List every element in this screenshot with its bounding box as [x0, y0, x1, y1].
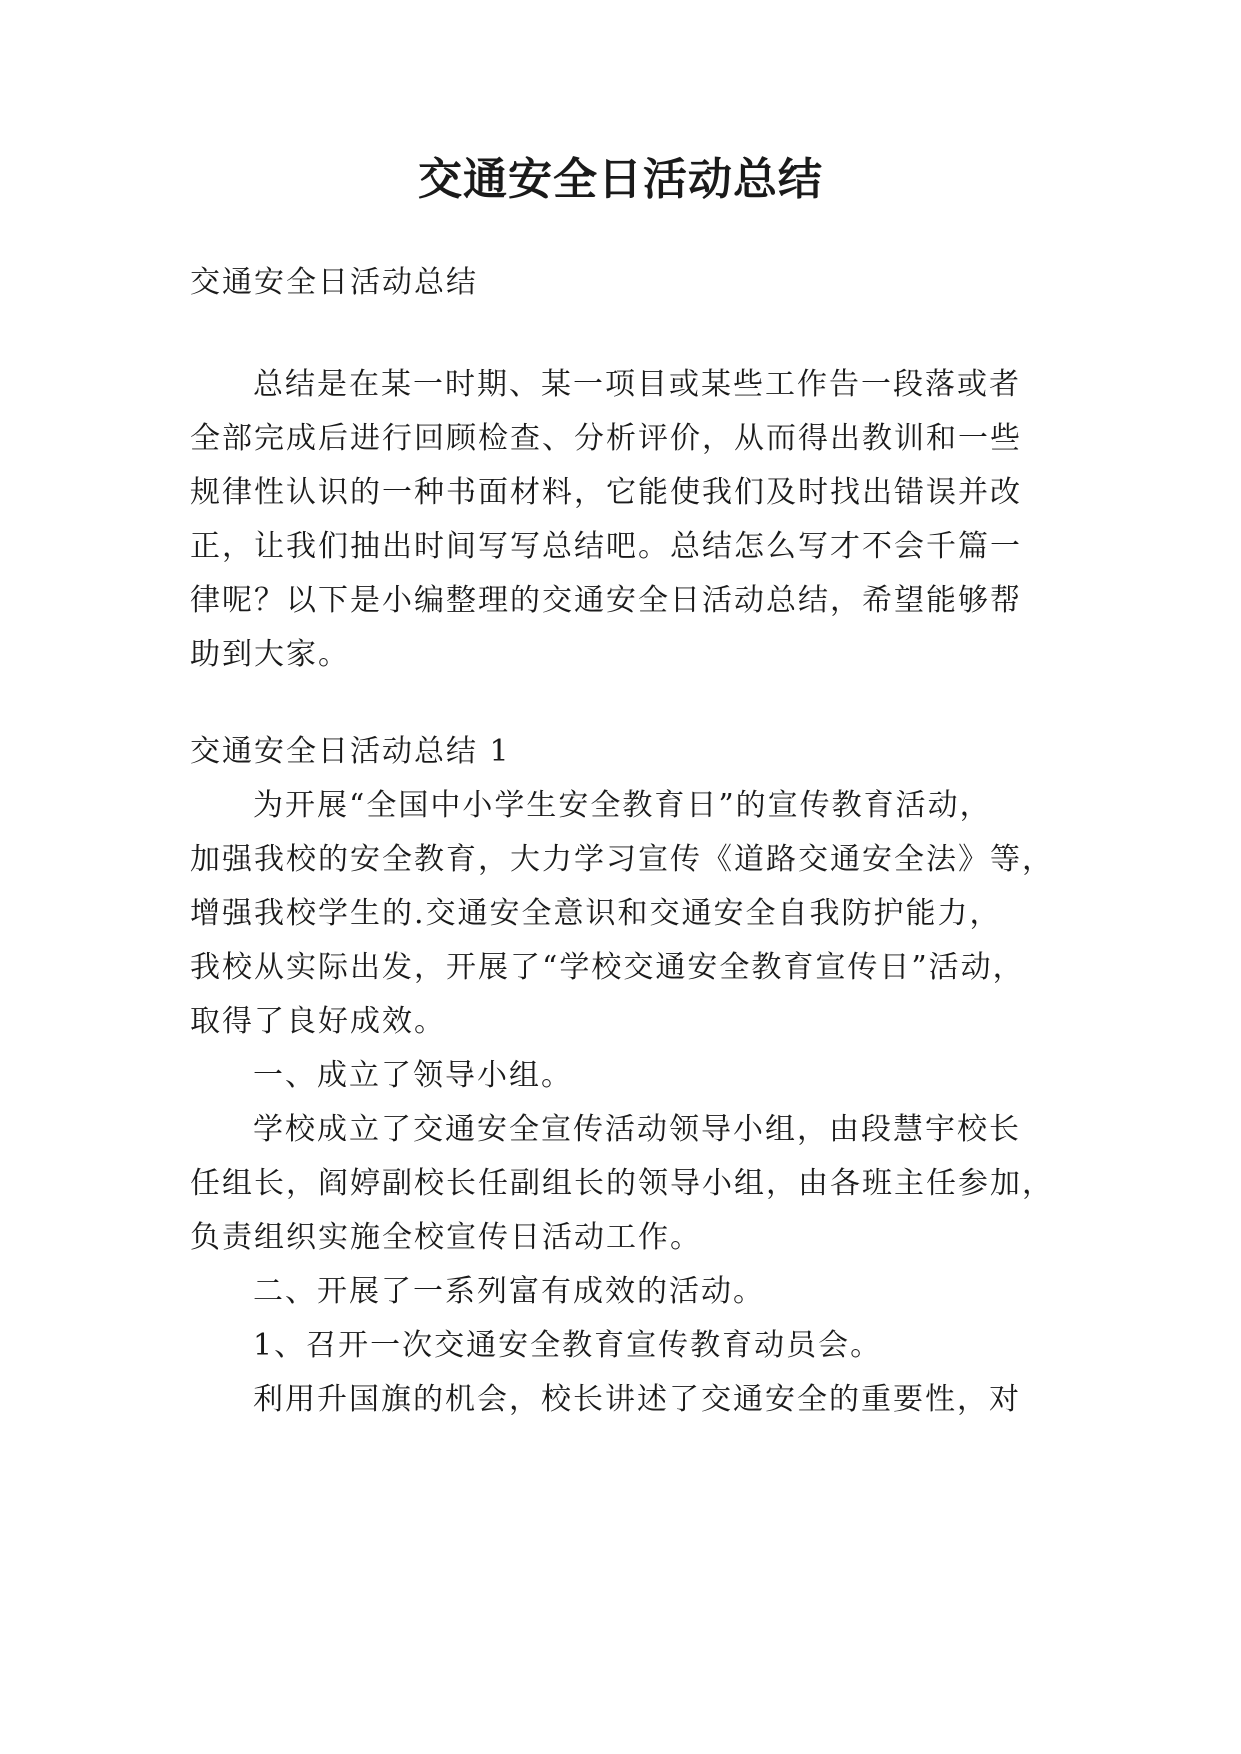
subpoint-line: 利用升国旗的机会，校长讲述了交通安全的重要性，对: [253, 1382, 1021, 1417]
document-subtitle: 交通安全日活动总结: [190, 265, 478, 300]
intro-line: 正，让我们抽出时间写写总结吧。总结怎么写才不会千篇一: [190, 529, 1022, 564]
section-line: 增强我校学生的.交通安全意识和交通安全自我防护能力，: [190, 896, 1002, 931]
intro-line: 全部完成后进行回顾检查、分析评价，从而得出教训和一些: [190, 421, 1022, 456]
point-line: 学校成立了交通安全宣传活动领导小组，由段慧宇校长: [253, 1112, 1021, 1147]
intro-line: 总结是在某一时期、某一项目或某些工作告一段落或者: [253, 367, 1021, 402]
section-heading: 交通安全日活动总结 1: [190, 734, 511, 769]
document-title: 交通安全日活动总结: [418, 154, 823, 205]
point-line: 任组长，阎婷副校长任副组长的领导小组，由各班主任参加，: [190, 1166, 1054, 1201]
section-line: 为开展“全国中小学生安全教育日”的宣传教育活动，: [253, 788, 992, 823]
point-heading: 一、成立了领导小组。: [253, 1058, 573, 1093]
subpoint-heading: 1、召开一次交通安全教育宣传教育动员会。: [253, 1328, 883, 1363]
intro-line: 规律性认识的一种书面材料，它能使我们及时找出错误并改: [190, 475, 1022, 510]
section-line: 取得了良好成效。: [190, 1004, 446, 1039]
section-line: 我校从实际出发，开展了“学校交通安全教育宣传日”活动，: [190, 950, 1025, 985]
intro-line: 律呢？以下是小编整理的交通安全日活动总结，希望能够帮: [190, 583, 1022, 618]
intro-line: 助到大家。: [190, 637, 350, 672]
point-heading: 二、开展了一系列富有成效的活动。: [253, 1274, 765, 1309]
point-line: 负责组织实施全校宣传日活动工作。: [190, 1220, 702, 1255]
section-line: 加强我校的安全教育，大力学习宣传《道路交通安全法》等，: [190, 842, 1054, 877]
